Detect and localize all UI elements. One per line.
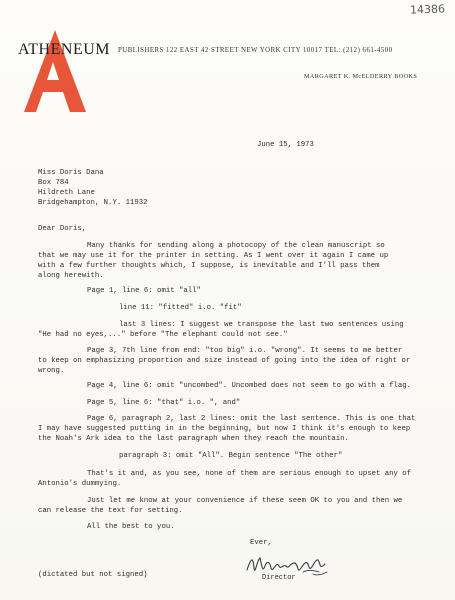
recipient-box: Box 784: [38, 179, 69, 187]
closing-line: can release the text for setting.: [38, 507, 183, 515]
edit-page5: Page 5, line 6: "that" i.o. ", and": [87, 399, 241, 407]
edit-page1-last3: "He had no eyes,..." before "The elephant could not see.": [38, 331, 288, 339]
edit-page3: to keep on emphasizing proportion and size instead of going into the idea of right or: [38, 357, 411, 365]
closing-line: Antonio's dummying.: [38, 480, 122, 488]
intro-line: with a few further thoughts which, I suppose, is inevitable and I'll pass them: [38, 262, 380, 270]
edit-page4: Page 4, line 6: omit "uncombed". Uncombed does not seem to go with a flag.: [87, 382, 412, 390]
intro-line: along herewith.: [38, 272, 104, 280]
edit-page6: I may have suggested putting in in the beginning, but now I think it's enough to keep: [38, 425, 411, 433]
logo-wordmark: ATHENEUM: [18, 41, 110, 58]
closing-line: Just let me know at your convenience if these seem OK to you and then we: [87, 497, 403, 505]
edit-page1-line11: line 11: "fitted" i.o. "fit": [119, 304, 242, 312]
recipient-name: Miss Doris Dana: [38, 169, 104, 177]
edit-page6: Page 6, paragraph 2, last 2 lines: omit the last sentence. This is one that: [87, 415, 416, 423]
salutation: Dear Doris,: [38, 225, 87, 233]
edit-page3: wrong.: [38, 367, 65, 375]
letterhead-address: PUBLISHERS 122 EAST 42 STREET NEW YORK CITY 10017 TEL: (212) 661-4500: [118, 47, 393, 54]
signature-title: Director: [262, 574, 296, 582]
atheneum-logo-a: [20, 26, 90, 116]
archive-number: 14386: [409, 2, 446, 17]
closing-line: All the best to you.: [87, 523, 175, 531]
intro-line: that we may use it for the printer in setting. As I went over it again I came up: [38, 252, 389, 260]
edit-page6: the Noah's Ark idea to the last paragraph when they reach the mountain.: [38, 435, 349, 443]
intro-line: Many thanks for sending along a photocopy of the clean manuscript so: [87, 242, 385, 250]
dictated-note: (dictated but not signed): [38, 571, 148, 579]
letter-date: June 15, 1973: [257, 141, 314, 149]
recipient-city: Bridgehampton, N.Y. 11932: [38, 199, 148, 207]
closing-line: That's it and, as you see, none of them are serious enough to upset any of: [87, 470, 412, 478]
edit-page1-line6: Page 1, line 6: omit "all": [87, 287, 201, 295]
edit-page1-last3: last 3 lines: I suggest we transpose the last two sentences using: [119, 321, 404, 329]
complimentary-close: Ever,: [250, 539, 272, 547]
recipient-street: Hildreth Lane: [38, 189, 95, 197]
edit-page6-para3: paragraph 3: omit "All". Begin sentence "The other": [119, 452, 343, 460]
letterhead-imprint: MARGARET K. McELDERRY BOOKS: [304, 73, 418, 80]
edit-page3: Page 3, 7th line from end: "too big" i.o. "wrong". It seems to me better: [87, 347, 403, 355]
